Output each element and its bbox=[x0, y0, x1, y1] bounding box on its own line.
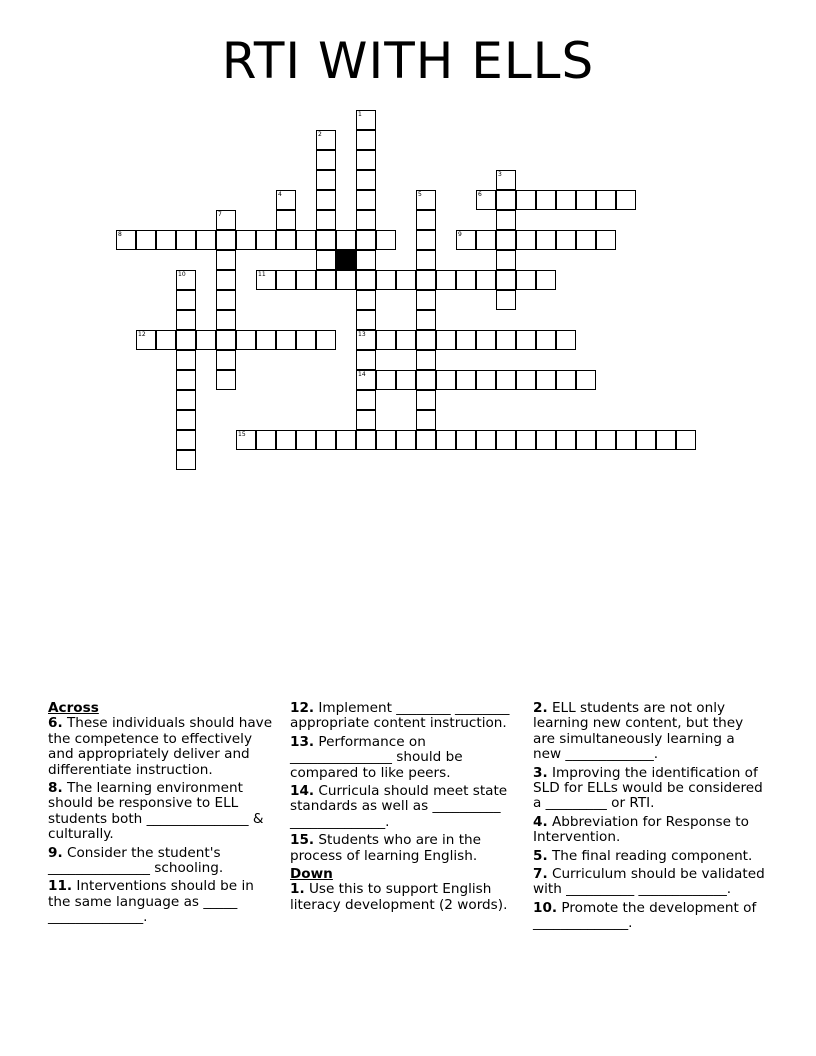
grid-cell[interactable] bbox=[476, 430, 496, 450]
grid-cell[interactable] bbox=[536, 370, 556, 390]
grid-cell[interactable] bbox=[356, 330, 376, 350]
clue-item-text: Interventions should be in the same language as _____ ______________. bbox=[48, 878, 254, 926]
grid-cell[interactable] bbox=[596, 230, 616, 250]
clue-item-number: 5. bbox=[533, 847, 548, 864]
grid-cell[interactable] bbox=[316, 270, 336, 290]
clue-number: 1 bbox=[358, 111, 362, 118]
clue-item-number: 15. bbox=[290, 832, 315, 849]
grid-cell[interactable] bbox=[556, 370, 576, 390]
clue-item-text: Consider the student's _______________ schooling. bbox=[48, 844, 224, 877]
grid-cell[interactable] bbox=[496, 270, 516, 290]
grid-cell[interactable] bbox=[496, 170, 516, 190]
grid-cell[interactable] bbox=[376, 270, 396, 290]
grid-cell[interactable] bbox=[476, 230, 496, 250]
grid-cell[interactable] bbox=[156, 330, 176, 350]
grid-cell[interactable] bbox=[176, 230, 196, 250]
clue-item-number: 2. bbox=[533, 700, 548, 716]
grid-cell[interactable] bbox=[196, 330, 216, 350]
grid-cell[interactable] bbox=[516, 190, 536, 210]
grid-cell[interactable] bbox=[356, 230, 376, 250]
grid-cell[interactable] bbox=[236, 430, 256, 450]
grid-cell[interactable] bbox=[356, 350, 376, 370]
grid-cell[interactable] bbox=[456, 430, 476, 450]
grid-cell[interactable] bbox=[296, 270, 316, 290]
grid-cell[interactable] bbox=[496, 330, 516, 350]
clue-item bbox=[533, 766, 765, 812]
grid-cell[interactable] bbox=[356, 270, 376, 290]
grid-cell[interactable] bbox=[496, 190, 516, 210]
clue-item-text: Abbreviation for Response to Intervention. bbox=[533, 813, 749, 846]
grid-cell[interactable] bbox=[316, 330, 336, 350]
clue-item-number: 6. bbox=[48, 715, 63, 732]
grid-cell[interactable] bbox=[316, 130, 336, 150]
grid-cell[interactable] bbox=[276, 210, 296, 230]
grid-cell[interactable] bbox=[316, 210, 336, 230]
grid-cell[interactable] bbox=[596, 430, 616, 450]
grid-cell[interactable] bbox=[556, 430, 576, 450]
clue-number: 8 bbox=[118, 231, 122, 238]
grid-cell[interactable] bbox=[536, 230, 556, 250]
grid-cell[interactable] bbox=[356, 250, 376, 270]
grid-cell[interactable] bbox=[436, 270, 456, 290]
grid-cell[interactable] bbox=[356, 150, 376, 170]
clue-number: 12 bbox=[138, 331, 146, 338]
grid-cell[interactable] bbox=[456, 230, 476, 250]
grid-cell[interactable] bbox=[496, 210, 516, 230]
grid-cell[interactable] bbox=[216, 330, 236, 350]
grid-cell[interactable] bbox=[256, 230, 276, 250]
across-heading: Across bbox=[48, 700, 99, 716]
grid-cell[interactable] bbox=[376, 330, 396, 350]
grid-cell[interactable] bbox=[216, 290, 236, 310]
clue-item-text: The learning environment should be responsive to ELL students both _______________ & culturally. bbox=[48, 780, 264, 843]
clue-number: 11 bbox=[258, 271, 266, 278]
grid-cell[interactable] bbox=[456, 330, 476, 350]
grid-cell[interactable] bbox=[556, 330, 576, 350]
grid-cell[interactable] bbox=[516, 270, 536, 290]
grid-cell[interactable] bbox=[296, 230, 316, 250]
grid-cell[interactable] bbox=[176, 330, 196, 350]
grid-cell[interactable] bbox=[496, 370, 516, 390]
clue-item bbox=[48, 879, 280, 925]
clue-number: 15 bbox=[238, 431, 246, 438]
grid-cell[interactable] bbox=[476, 370, 496, 390]
clue-number: 14 bbox=[358, 371, 366, 378]
grid-cell[interactable] bbox=[276, 330, 296, 350]
grid-cell[interactable] bbox=[456, 370, 476, 390]
grid-cell[interactable] bbox=[576, 230, 596, 250]
clue-item-number: 4. bbox=[533, 813, 548, 830]
grid-cell[interactable] bbox=[436, 330, 456, 350]
clue-number: 5 bbox=[418, 191, 422, 198]
grid-cell[interactable] bbox=[136, 230, 156, 250]
clue-item-number: 1. bbox=[290, 881, 305, 898]
clue-item-number: 7. bbox=[533, 866, 548, 883]
grid-cell[interactable] bbox=[216, 210, 236, 230]
grid-cell[interactable] bbox=[416, 210, 436, 230]
grid-cell[interactable] bbox=[396, 270, 416, 290]
grid-cell[interactable] bbox=[176, 410, 196, 430]
down-clue-list bbox=[290, 882, 522, 913]
grid-cell[interactable] bbox=[416, 410, 436, 430]
clue-item-text: Curricula should meet state standards as well as __________ ______________. bbox=[290, 783, 508, 830]
grid-cell[interactable] bbox=[456, 270, 476, 290]
grid-cell[interactable] bbox=[596, 190, 616, 210]
grid-cell[interactable] bbox=[356, 130, 376, 150]
grid-cell[interactable] bbox=[356, 170, 376, 190]
grid-cell[interactable] bbox=[116, 230, 136, 250]
clue-item-text: Implement ________ ________ appropriate content instruction. bbox=[290, 700, 510, 732]
clue-item-text: ELL students are not only learning new content, but they are simultaneously learning a new _____________. bbox=[533, 700, 744, 763]
grid-cell[interactable] bbox=[216, 310, 236, 330]
grid-cell[interactable] bbox=[216, 270, 236, 290]
grid-cell[interactable] bbox=[556, 230, 576, 250]
grid-cell[interactable] bbox=[276, 190, 296, 210]
clue-item bbox=[48, 846, 280, 877]
clue-item-text: The final reading component. bbox=[547, 847, 753, 864]
grid-cell[interactable] bbox=[356, 410, 376, 430]
grid-cell[interactable] bbox=[536, 190, 556, 210]
clue-item bbox=[533, 867, 765, 898]
clue-item-text: These individuals should have the competence to effectively and appropriately deliver and differentiate instruction. bbox=[48, 715, 273, 778]
grid-cell[interactable] bbox=[356, 430, 376, 450]
clue-item-text: Curriculum should be validated with __________ _____________. bbox=[533, 866, 765, 898]
grid-cell[interactable] bbox=[516, 330, 536, 350]
grid-cell[interactable] bbox=[316, 250, 336, 270]
grid-cell[interactable] bbox=[336, 230, 356, 250]
clue-item-number: 9. bbox=[48, 844, 63, 861]
grid-cell[interactable] bbox=[336, 430, 356, 450]
grid-cell[interactable] bbox=[276, 270, 296, 290]
grid-cell[interactable] bbox=[416, 350, 436, 370]
grid-cell[interactable] bbox=[316, 230, 336, 250]
grid-cell[interactable] bbox=[316, 170, 336, 190]
grid-cell[interactable] bbox=[556, 190, 576, 210]
grid-cell[interactable] bbox=[216, 370, 236, 390]
grid-cell[interactable] bbox=[516, 230, 536, 250]
grid-cell[interactable] bbox=[576, 430, 596, 450]
grid-cell[interactable] bbox=[236, 330, 256, 350]
grid-cell[interactable] bbox=[236, 230, 256, 250]
grid-cell[interactable] bbox=[176, 310, 196, 330]
grid-cell[interactable] bbox=[256, 270, 276, 290]
clue-item bbox=[290, 833, 522, 864]
grid-cell[interactable] bbox=[176, 430, 196, 450]
grid-cell[interactable] bbox=[536, 330, 556, 350]
grid-cell[interactable] bbox=[356, 110, 376, 130]
grid-cell[interactable] bbox=[476, 190, 496, 210]
grid-cell[interactable] bbox=[416, 310, 436, 330]
grid-cell[interactable] bbox=[416, 390, 436, 410]
grid-cell[interactable] bbox=[216, 250, 236, 270]
grid-cell[interactable] bbox=[276, 430, 296, 450]
grid-cell[interactable] bbox=[356, 390, 376, 410]
grid-cell[interactable] bbox=[476, 270, 496, 290]
grid-cell[interactable] bbox=[176, 350, 196, 370]
clue-item bbox=[48, 781, 280, 843]
grid-cell[interactable] bbox=[636, 430, 656, 450]
grid-cell[interactable] bbox=[496, 290, 516, 310]
grid-cell[interactable] bbox=[416, 290, 436, 310]
grid-cell[interactable] bbox=[396, 430, 416, 450]
grid-cell[interactable] bbox=[676, 430, 696, 450]
grid-cell[interactable] bbox=[396, 330, 416, 350]
clue-item-number: 10. bbox=[533, 899, 558, 916]
grid-cell[interactable] bbox=[416, 230, 436, 250]
grid-cell[interactable] bbox=[256, 430, 276, 450]
grid-cell[interactable] bbox=[216, 350, 236, 370]
grid-cell[interactable] bbox=[436, 430, 456, 450]
grid-cell[interactable] bbox=[536, 430, 556, 450]
grid-cell-blocked bbox=[336, 250, 356, 270]
clue-number: 6 bbox=[478, 191, 482, 198]
clue-item-number: 8. bbox=[48, 780, 63, 797]
clue-number: 10 bbox=[178, 271, 186, 278]
grid-cell[interactable] bbox=[376, 370, 396, 390]
grid-cell[interactable] bbox=[396, 370, 416, 390]
grid-cell[interactable] bbox=[416, 330, 436, 350]
grid-cell[interactable] bbox=[416, 370, 436, 390]
grid-cell[interactable] bbox=[356, 290, 376, 310]
clues-column-2 bbox=[290, 701, 522, 916]
grid-cell[interactable] bbox=[416, 270, 436, 290]
clue-number: 3 bbox=[498, 171, 502, 178]
grid-cell[interactable] bbox=[436, 370, 456, 390]
grid-cell[interactable] bbox=[356, 190, 376, 210]
clue-item bbox=[533, 849, 765, 864]
grid-cell[interactable] bbox=[156, 230, 176, 250]
clue-item bbox=[290, 882, 522, 913]
down-clue-list-continued bbox=[533, 701, 765, 932]
grid-cell[interactable] bbox=[356, 210, 376, 230]
grid-cell[interactable] bbox=[276, 230, 296, 250]
grid-cell[interactable] bbox=[496, 430, 516, 450]
grid-cell[interactable] bbox=[576, 190, 596, 210]
clue-item bbox=[533, 901, 765, 932]
grid-cell[interactable] bbox=[356, 310, 376, 330]
grid-cell[interactable] bbox=[216, 230, 236, 250]
clues-column-1 bbox=[48, 701, 280, 929]
grid-cell[interactable] bbox=[316, 150, 336, 170]
clue-item-text: Promote the development of ______________. bbox=[533, 899, 757, 932]
grid-cell[interactable] bbox=[416, 250, 436, 270]
clue-item-text: Improving the identification of SLD for ELLs would be considered a _________ or RTI. bbox=[533, 764, 763, 812]
grid-cell[interactable] bbox=[316, 430, 336, 450]
clue-item bbox=[290, 701, 522, 732]
grid-cell[interactable] bbox=[656, 430, 676, 450]
clue-item bbox=[533, 701, 765, 763]
clue-number: 2 bbox=[318, 131, 322, 138]
grid-cell[interactable] bbox=[376, 430, 396, 450]
clue-number: 9 bbox=[458, 231, 462, 238]
grid-cell[interactable] bbox=[616, 190, 636, 210]
grid-cell[interactable] bbox=[296, 330, 316, 350]
grid-cell[interactable] bbox=[176, 370, 196, 390]
clue-number: 7 bbox=[218, 211, 222, 218]
clue-item-number: 3. bbox=[533, 764, 548, 781]
grid-cell[interactable] bbox=[376, 230, 396, 250]
across-clue-list bbox=[48, 716, 280, 925]
clue-item bbox=[290, 784, 522, 830]
clue-item bbox=[48, 716, 280, 778]
clue-item-number: 12. bbox=[290, 700, 315, 716]
grid-cell[interactable] bbox=[416, 190, 436, 210]
grid-cell[interactable] bbox=[416, 430, 436, 450]
clue-number: 4 bbox=[278, 191, 282, 198]
grid-cell[interactable] bbox=[296, 430, 316, 450]
clues-column-3 bbox=[533, 701, 765, 935]
grid-cell[interactable] bbox=[176, 450, 196, 470]
grid-cell[interactable] bbox=[176, 270, 196, 290]
grid-cell[interactable] bbox=[196, 230, 216, 250]
grid-cell[interactable] bbox=[496, 230, 516, 250]
grid-cell[interactable] bbox=[356, 370, 376, 390]
clue-item-text: Performance on _______________ should be compared to like peers. bbox=[290, 733, 463, 781]
clue-item-number: 14. bbox=[290, 783, 315, 800]
clue-item-text: Use this to support English literacy development (2 words). bbox=[290, 881, 508, 913]
grid-cell[interactable] bbox=[316, 190, 336, 210]
grid-cell[interactable] bbox=[176, 390, 196, 410]
grid-cell[interactable] bbox=[176, 290, 196, 310]
across-clue-list-continued bbox=[290, 701, 522, 864]
grid-cell[interactable] bbox=[536, 270, 556, 290]
clue-item bbox=[533, 815, 765, 846]
grid-cell[interactable] bbox=[476, 330, 496, 350]
grid-cell[interactable] bbox=[336, 270, 356, 290]
grid-cell[interactable] bbox=[256, 330, 276, 350]
grid-cell[interactable] bbox=[136, 330, 156, 350]
grid-cell[interactable] bbox=[516, 430, 536, 450]
clue-item-text: Students who are in the process of learning English. bbox=[290, 832, 482, 864]
clue-item-number: 11. bbox=[48, 878, 73, 895]
grid-cell[interactable] bbox=[496, 250, 516, 270]
clue-number: 13 bbox=[358, 331, 366, 338]
down-heading: Down bbox=[290, 866, 333, 883]
grid-cell[interactable] bbox=[516, 370, 536, 390]
grid-cell[interactable] bbox=[576, 370, 596, 390]
clue-item-number: 13. bbox=[290, 733, 315, 750]
clue-item bbox=[290, 735, 522, 781]
puzzle-title: RTI WITH ELLS bbox=[221, 32, 595, 90]
grid-cell[interactable] bbox=[616, 430, 636, 450]
